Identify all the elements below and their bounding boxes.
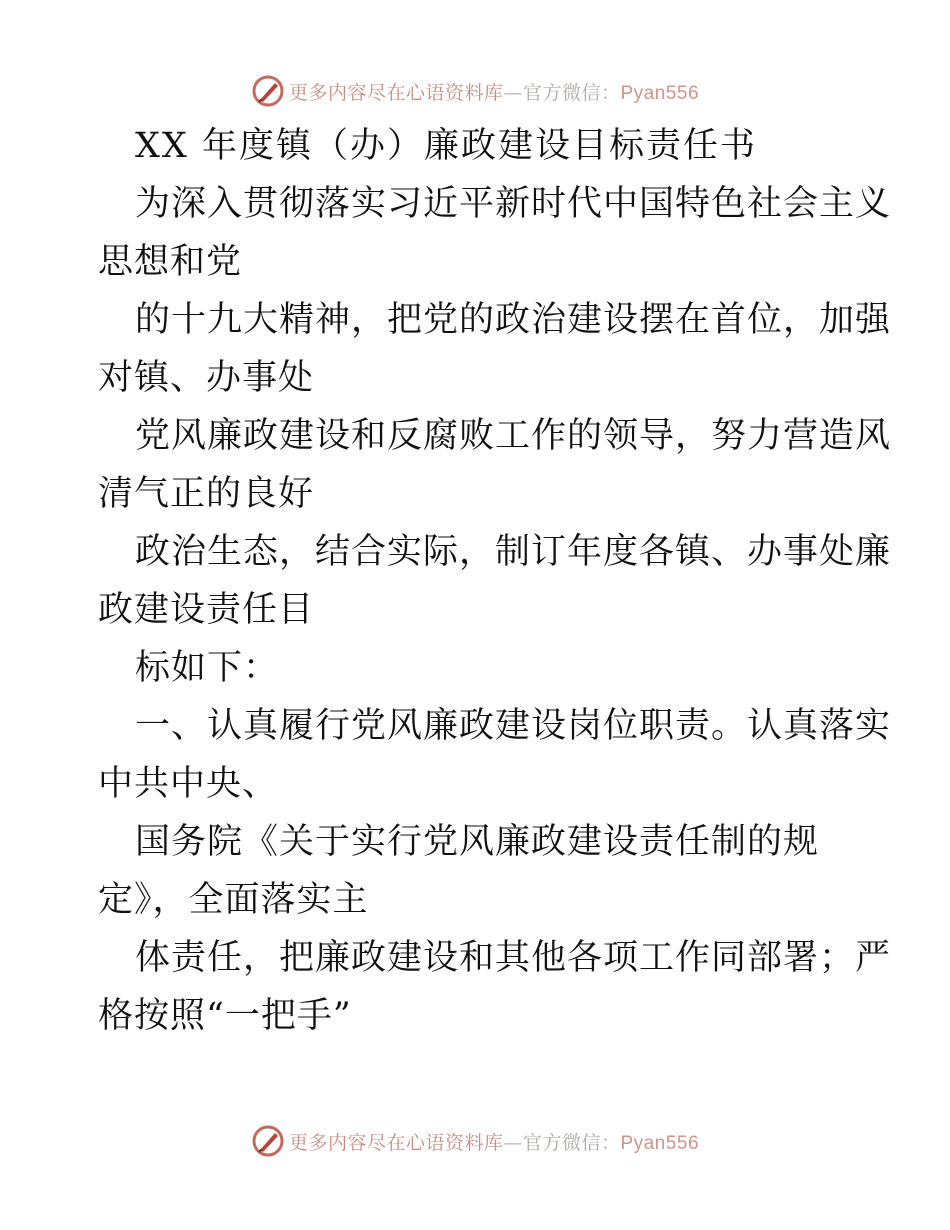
text-line: 的十九大精神，把党的政治建设摆在首位，加强 bbox=[135, 300, 892, 340]
banner-brand: 更多内容尽在心语资料库 bbox=[288, 81, 504, 104]
quill-pen-logo-icon bbox=[251, 74, 285, 108]
footer-banner bbox=[0, 1121, 950, 1161]
text-line: 清气正的良好 bbox=[98, 474, 315, 514]
banner-dash: — bbox=[503, 81, 523, 104]
document-title: XX 年度镇（办）廉政建设目标责任书 bbox=[135, 126, 757, 166]
banner-wechat-label: 官方微信： bbox=[522, 1131, 621, 1154]
header-banner bbox=[0, 71, 950, 111]
text-line: 党风廉政建设和反腐败工作的领导，努力营造风 bbox=[135, 416, 892, 456]
text-line: 思想和党 bbox=[98, 242, 243, 282]
text-line: 格按照“一把手” bbox=[98, 996, 352, 1036]
text-line: 政建设责任目 bbox=[98, 590, 315, 630]
text-line: 标如下： bbox=[135, 648, 280, 688]
banner-brand: 更多内容尽在心语资料库 bbox=[288, 1131, 504, 1154]
banner-text bbox=[289, 78, 699, 105]
text-line: 为深入贯彻落实习近平新时代中国特色社会主义 bbox=[135, 184, 892, 224]
text-line: 一、认真履行党风廉政建设岗位职责。认真落实 bbox=[135, 706, 892, 746]
document-body bbox=[98, 117, 892, 1045]
quill-pen-logo-icon bbox=[251, 1124, 285, 1158]
banner-wechat-id: Pyan556 bbox=[620, 1132, 700, 1154]
text-line: 政治生态，结合实际，制订年度各镇、办事处廉 bbox=[135, 532, 892, 572]
banner-wechat-label: 官方微信： bbox=[522, 81, 621, 104]
text-line: 对镇、办事处 bbox=[98, 358, 315, 398]
banner-text bbox=[289, 1128, 699, 1155]
text-line: 中共中央、 bbox=[98, 764, 279, 804]
text-line: 定》，全面落实主 bbox=[98, 880, 369, 920]
banner-dash: — bbox=[503, 1131, 523, 1154]
banner-wechat-id: Pyan556 bbox=[620, 82, 700, 104]
text-line: 国务院《关于实行党风廉政建设责任制的规 bbox=[135, 822, 820, 862]
text-line: 体责任，把廉政建设和其他各项工作同部署；严 bbox=[135, 938, 892, 978]
